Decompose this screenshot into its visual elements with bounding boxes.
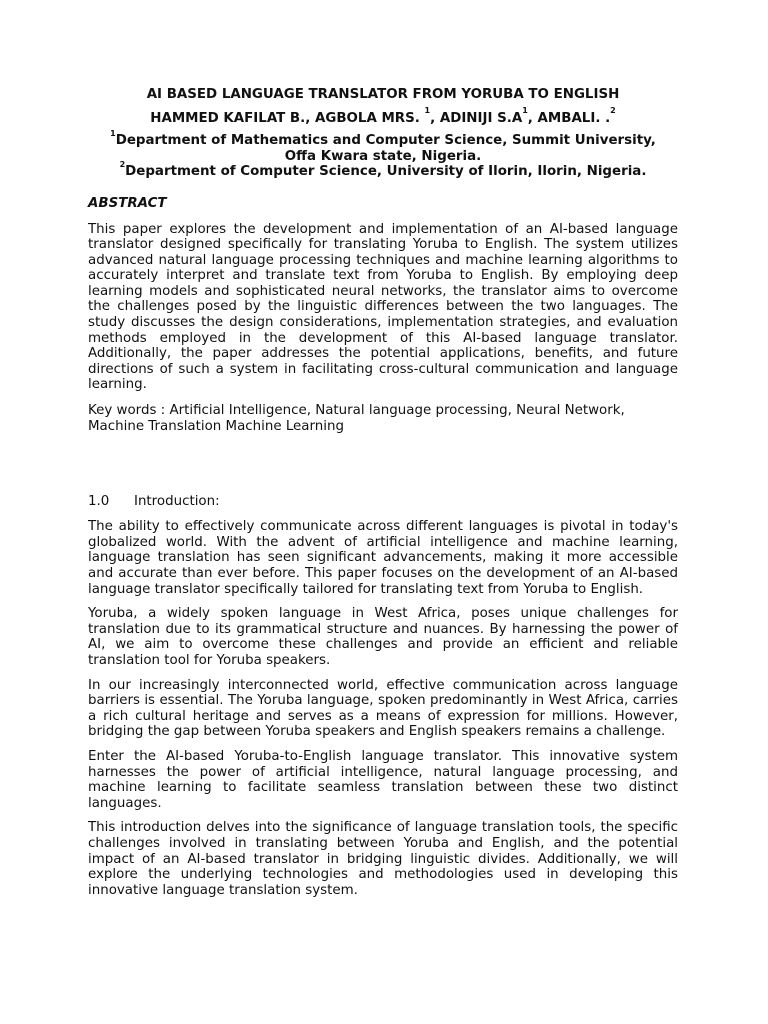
- affiliation-1-text: Department of Mathematics and Computer Science, Summit University,: [115, 133, 656, 148]
- affiliation-2-text: Department of Computer Science, University of Ilorin, Ilorin, Nigeria.: [125, 164, 647, 179]
- author-superscript: 2: [610, 106, 616, 115]
- intro-paragraph: The ability to effectively communicate across different languages is pivotal in today's globalized world. With the advent of artificial intelligence and machine learning, language translation has seen significant advancements, making it more accessible and accurate than ever before. This paper focuses on the development of an AI-based language translator specifically tailored for translating text from Yoruba to English.: [88, 519, 678, 597]
- intro-paragraph: Yoruba, a widely spoken language in West Africa, poses unique challenges for translation due to its grammatical structure and nuances. By harnessing the power of AI, we aim to overcome these challenges and provide an efficient and reliable translation tool for Yoruba speakers.: [88, 606, 678, 668]
- section-heading-introduction: [88, 494, 678, 510]
- author-superscript: 1: [424, 106, 431, 115]
- abstract-heading: ABSTRACT: [88, 195, 167, 211]
- author-names-1: HAMMED KAFILAT B., AGBOLA MRS.: [150, 111, 425, 126]
- author-names-2: , ADINIJI S.A: [430, 111, 523, 126]
- author-names-3: , AMBALI. .: [527, 111, 611, 126]
- affiliation-2: [88, 160, 678, 180]
- section-title: Introduction:: [134, 494, 220, 510]
- affiliation-1-text-line2: Offa Kwara state, Nigeria.: [284, 148, 482, 164]
- intro-paragraph: Enter the AI-based Yoruba-to-English language translator. This innovative system harnesses the power of artificial intelligence, natural language processing, and machine learning to facilitate seamless translation between these two distinct languages.: [88, 748, 678, 811]
- affiliation-superscript: 2: [119, 160, 126, 169]
- keywords: Key words : Artificial Intelligence, Natural language processing, Neural Network, Machine Translation Machine Learning: [88, 403, 625, 434]
- intro-paragraph: This introduction delves into the significance of language translation tools, the specific challenges involved in translating between Yoruba and English, and the potential impact of an AI-based translator in bridging linguistic divides. Additionally, we will explore the underlying technologies and methodologies used in developing this innovative language translation system.: [88, 820, 678, 898]
- paper-title: AI BASED LANGUAGE TRANSLATOR FROM YORUBA TO ENGLISH: [146, 87, 620, 102]
- section-number: 1.0: [88, 494, 110, 510]
- affiliation-1: [88, 129, 678, 164]
- document-page: [88, 86, 678, 898]
- author-list: [88, 106, 678, 127]
- author-superscript: 1: [522, 106, 528, 115]
- abstract-body: This paper explores the development and implementation of an AI-based language translator designed specifically for translating Yoruba to English. The system utilizes advanced natural language processing techniques and machine learning algorithms to accurately interpret and translate text from Yoruba to English. By employing deep learning models and sophisticated neural networks, the translator aims to overcome the challenges posed by the linguistic differences between the two languages. The study discusses the design considerations, implementation strategies, and evaluation methods employed in the development of this AI-based language translator. Additionally, the paper addresses the potential applications, benefits, and future directions of such a system in facilitating cross-cultural communication and language learning.: [88, 221, 678, 393]
- intro-paragraph: In our increasingly interconnected world, effective communication across language barriers is essential. The Yoruba language, spoken predominantly in West Africa, carries a rich cultural heritage and serves as a means of expression for millions. However, bridging the gap between Yoruba speakers and English speakers remains a challenge.: [88, 677, 678, 740]
- affiliation-superscript: 1: [110, 129, 116, 138]
